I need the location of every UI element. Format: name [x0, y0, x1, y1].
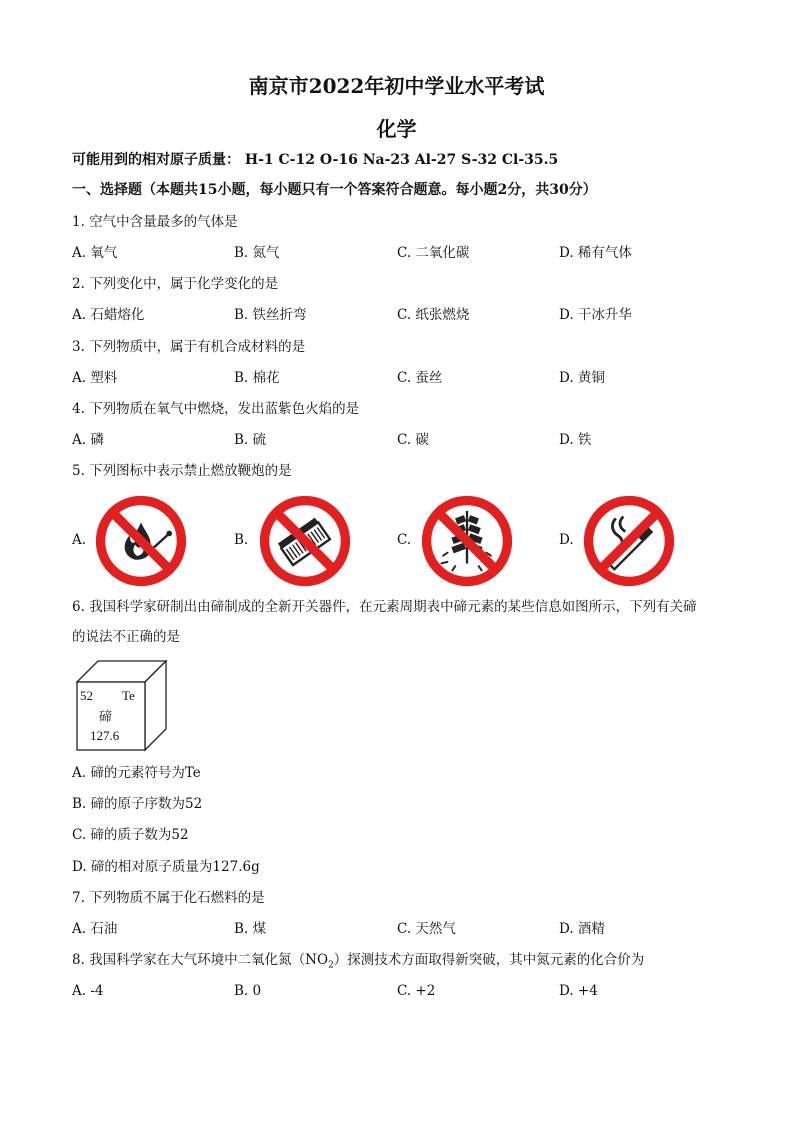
q3-option-d: D. 黄铜 [559, 370, 605, 386]
q7-option-c: C. 天然气 [397, 921, 456, 937]
q4-option-c: C. 碳 [397, 432, 429, 448]
q1-option-a: A. 氧气 [72, 245, 118, 261]
q4-option-a: A. 磷 [72, 432, 104, 448]
question-5-stem: 5. 下列图标中表示禁止燃放鞭炮的是 [72, 463, 292, 479]
element-name: 碲 [99, 709, 113, 724]
page-title: 南京市2022年初中学业水平考试 [248, 74, 545, 98]
q6-option-c: C. 碲的质子数为52 [72, 827, 189, 843]
q5-option-b: B. [234, 532, 249, 548]
element-symbol: Te [122, 688, 135, 703]
q4-option-b: B. 硫 [234, 432, 267, 448]
q8-stem-post: ）探测技术方面取得新突破，其中氮元素的化合价为 [333, 952, 645, 968]
q5-option-c: C. [397, 532, 412, 548]
q7-option-d: D. 酒精 [559, 921, 605, 937]
q1-option-d: D. 稀有气体 [559, 245, 632, 261]
q8-option-b: B. 0 [234, 983, 262, 999]
question-1-stem: 1. 空气中含量最多的气体是 [72, 214, 238, 230]
q1-option-c: C. 二氧化碳 [397, 245, 470, 261]
q4-option-d: D. 铁 [559, 432, 592, 448]
q8-stem-pre: 8. 我国科学家在大气环境中二氧化氮（NO [72, 952, 329, 968]
no-firecrackers-icon [420, 494, 514, 588]
q5-option-d: D. [559, 532, 574, 548]
q2-option-b: B. 铁丝折弯 [234, 307, 307, 323]
question-4-stem: 4. 下列物质在氧气中燃烧，发出蓝紫色火焰的是 [72, 401, 360, 417]
q8-option-c: C. +2 [397, 983, 436, 999]
q2-option-d: D. 干冰升华 [559, 307, 632, 323]
q8-option-a: A. -4 [72, 983, 104, 999]
q2-option-a: A. 石蜡熔化 [72, 307, 145, 323]
question-3-stem: 3. 下列物质中，属于有机合成材料的是 [72, 339, 306, 355]
q1-option-b: B. 氮气 [234, 245, 280, 261]
q7-option-a: A. 石油 [72, 921, 118, 937]
q3-option-a: A. 塑料 [72, 370, 118, 386]
question-7-stem: 7. 下列物质不属于化石燃料的是 [72, 890, 265, 906]
q2-option-c: C. 纸张燃烧 [397, 307, 470, 323]
question-8-stem [72, 951, 644, 975]
q8-stem-subscript: 2 [328, 960, 334, 971]
q7-option-b: B. 煤 [234, 921, 267, 937]
q6-option-a: A. 碲的元素符号为Te [72, 765, 201, 781]
atomic-masses: 可能用到的相对原子质量： H-1 C-12 O-16 Na-23 Al-27 S-32 Cl-35.5 [72, 152, 559, 168]
no-smoking-icon [582, 494, 676, 588]
q5-option-a: A. [72, 532, 87, 548]
no-matches-icon [258, 494, 352, 588]
element-number: 52 [80, 688, 93, 703]
section-heading: 一、选择题（本题共15小题，每小题只有一个答案符合题意。每小题2分，共30分） [72, 182, 597, 198]
element-cube [76, 660, 168, 752]
q3-option-b: B. 棉花 [234, 370, 280, 386]
question-6-stem-line-1: 6. 我国科学家研制出由碲制成的全新开关器件，在元素周期表中碲元素的某些信息如图所示，下列有关碲 [72, 599, 697, 615]
question-6-stem-line-2: 的说法不正确的是 [72, 629, 180, 645]
element-mass: 127.6 [90, 728, 120, 743]
no-fire-icon [94, 494, 188, 588]
q6-option-b: B. 碲的原子序数为52 [72, 796, 203, 812]
subject-title: 化学 [376, 117, 417, 141]
q3-option-c: C. 蚕丝 [397, 370, 443, 386]
q8-option-d: D. +4 [559, 983, 598, 999]
question-2-stem: 2. 下列变化中，属于化学变化的是 [72, 276, 279, 292]
q6-option-d: D. 碲的相对原子质量为127.6g [72, 859, 260, 875]
